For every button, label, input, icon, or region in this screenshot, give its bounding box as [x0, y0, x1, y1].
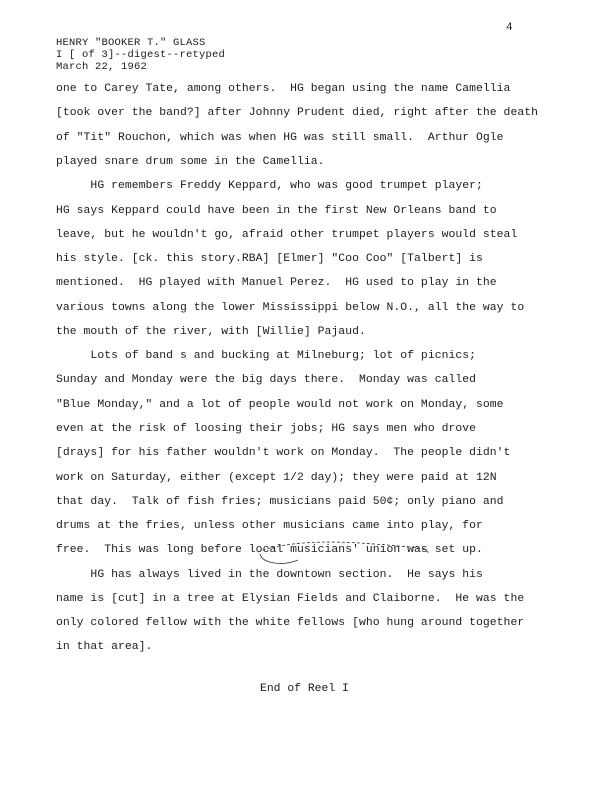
body-line: HG says Keppard could have been in the first New Orleans band to — [56, 205, 497, 217]
body-line: only colored fellow with the white fellows [who hung around together — [56, 617, 525, 629]
header-subject: HENRY "BOOKER T." GLASS — [56, 37, 206, 49]
header-reel-info: I [ of 3]--digest--retyped — [56, 49, 226, 61]
body-line: played snare drum some in the Camellia. — [56, 156, 325, 168]
body-line: the mouth of the river, with [Willie] Pajaud. — [56, 326, 366, 338]
body-line: his style. [ck. this story.RBA] [Elmer] "Coo Coo" [Talbert] is — [56, 253, 483, 265]
body-line: Sunday and Monday were the big days there. Monday was called — [56, 374, 477, 386]
header-date: March 22, 1962 — [56, 61, 148, 73]
body-line: HG has always lived in the downtown section. He says his — [56, 569, 483, 581]
body-line: even at the risk of loosing their jobs; HG says men who drove — [56, 423, 477, 435]
body-line: that day. Talk of fish fries; musicians paid 50¢; only piano and — [56, 496, 504, 508]
end-of-reel-label: End of Reel I — [260, 683, 349, 695]
body-line: one to Carey Tate, among others. HG began using the name Camellia — [56, 83, 511, 95]
body-line: [took over the band?] after Johnny Prudent died, right after the death — [56, 107, 538, 119]
body-line: "Blue Monday," and a lot of people would not work on Monday, some — [56, 399, 504, 411]
body-line: free. This was long before local musicians' union was set up. — [56, 544, 483, 556]
document-header — [56, 37, 225, 73]
body-line: mentioned. HG played with Manuel Perez. HG used to play in the — [56, 277, 497, 289]
body-line: of "Tit" Rouchon, which was when HG was still small. Arthur Ogle — [56, 132, 504, 144]
body-line: [drays] for his father wouldn't work on Monday. The people didn't — [56, 447, 511, 459]
body-line: in that area]. — [56, 641, 153, 653]
body-line: HG remembers Freddy Keppard, who was good trumpet player; — [56, 180, 483, 192]
body-line: drums at the fries, unless other musicians came into play, for — [56, 520, 483, 532]
body-line: work on Saturday, either (except 1/2 day); they were paid at 12N — [56, 472, 497, 484]
body-line: leave, but he wouldn't go, afraid other trumpet players would steal — [56, 229, 518, 241]
body-line: Lots of band s and bucking at Milneburg; lot of picnics; — [56, 350, 477, 362]
body-line: name is [cut] in a tree at Elysian Fields and Claiborne. He was the — [56, 593, 525, 605]
body-line: various towns along the lower Mississippi below N.O., all the way to — [56, 302, 525, 314]
page-number: 4 — [506, 22, 513, 34]
